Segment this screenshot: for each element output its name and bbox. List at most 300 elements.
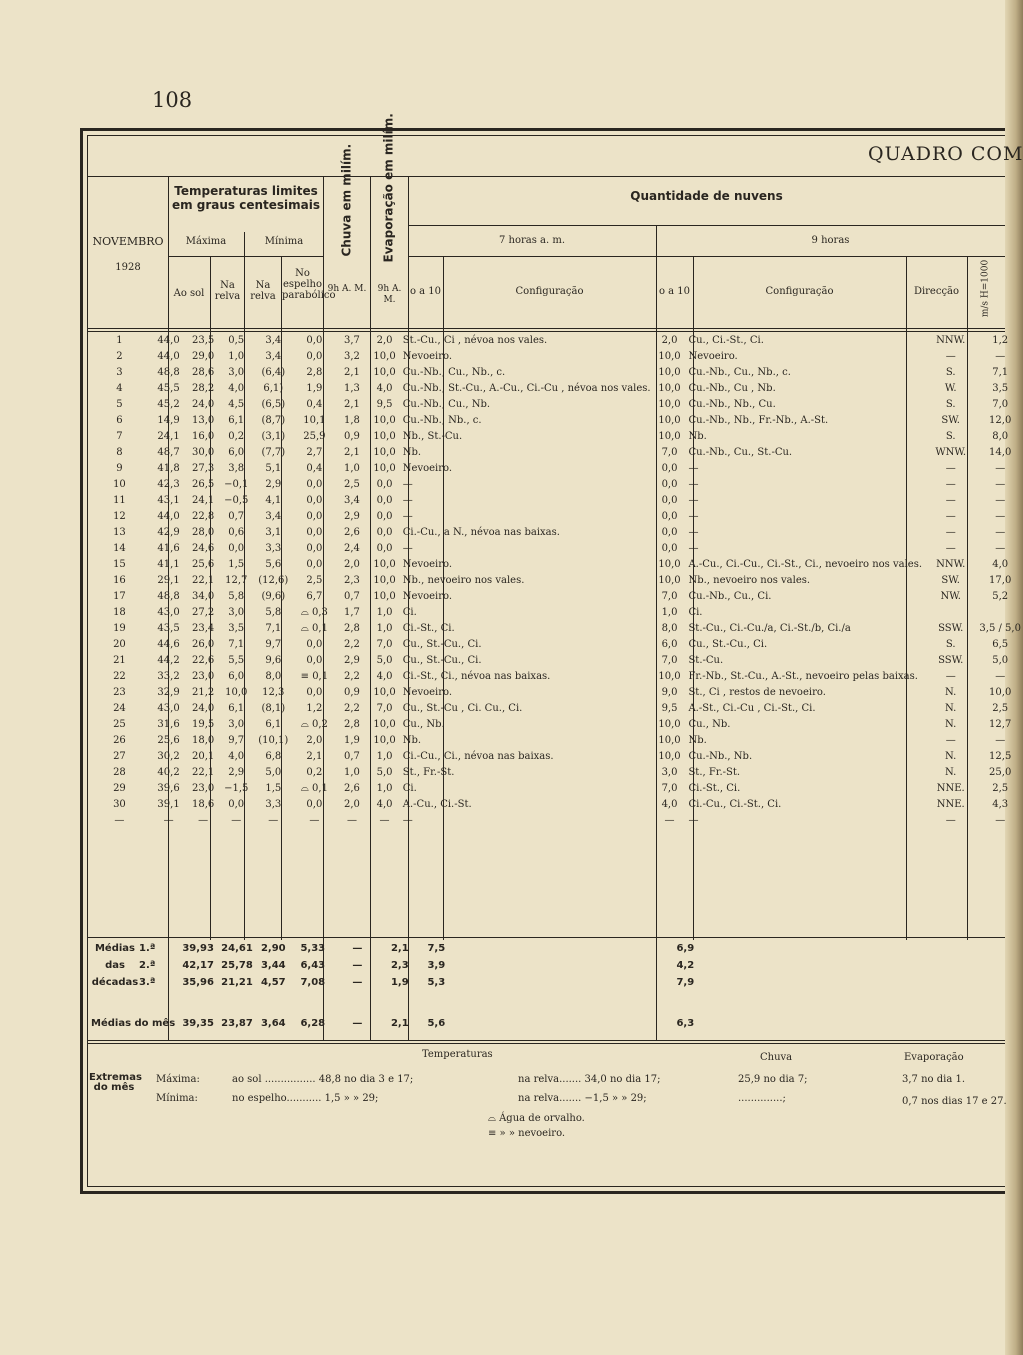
n7-summary-cell: 7,5 — [427, 943, 446, 954]
config-9h-cell: — — [688, 463, 699, 474]
direccao-cell: — — [945, 351, 956, 362]
config-7h-cell: Cu.-Nb., St.-Cu., A.-Cu., Ci.-Cu , névoa nos vales. — [402, 383, 651, 394]
evaporacao-cell: 0,7 — [344, 591, 360, 602]
table-row — [89, 589, 1023, 605]
config-9h-cell: — — [688, 815, 699, 826]
table-row — [89, 765, 1023, 781]
ao-sol-cell: 43,5 — [157, 623, 180, 634]
day-cell: 23 — [113, 687, 126, 698]
evaporacao-cell: 2,1 — [344, 447, 360, 458]
na-relva-max-cell: 22,6 — [192, 655, 215, 666]
nuvens-9h-cell: 9,0 — [661, 687, 678, 698]
nuvens-9h-cell: 8,0 — [661, 623, 678, 634]
direccao-cell: N. — [945, 703, 957, 714]
daily-data-table — [89, 333, 1023, 829]
ao-sol-cell: 48,8 — [157, 591, 180, 602]
nuvens-9h-cell: 10,0 — [658, 671, 681, 682]
evaporacao-cell: 2,1 — [344, 399, 360, 410]
nuvens-7h-cell: 9,5 — [376, 399, 393, 410]
day-cell: — — [114, 815, 125, 826]
na-relva-min-cell: 3,0 — [228, 367, 245, 378]
na-relva-max-cell: — — [198, 815, 209, 826]
na-relva-min-cell: 0,2 — [228, 431, 245, 442]
day-cell: 20 — [113, 639, 126, 650]
day-cell: 16 — [113, 575, 126, 586]
nuvens-9h-cell: 7,0 — [661, 783, 678, 794]
direccao-cell: S. — [945, 367, 956, 378]
legend-orvalho: ⌓ Água de orvalho. — [488, 1113, 585, 1124]
na-relva-max-cell: 28,6 — [192, 367, 215, 378]
nuvens-7h-cell: 1,0 — [376, 751, 393, 762]
espelho-cell: 6,1) — [263, 383, 284, 394]
hour-7-header: 7 horas a. m. — [498, 235, 566, 246]
direccao-cell: — — [945, 815, 956, 826]
table-row — [89, 477, 1023, 493]
day-cell: 7 — [116, 431, 123, 442]
decade-number: 2.ª — [139, 960, 156, 971]
config-9h-cell: Cu., St.-Cu., Ci. — [688, 639, 768, 650]
n9-summary-cell: 6,9 — [676, 943, 695, 954]
velocidade-cell: — — [995, 671, 1006, 682]
evaporacao-cell: 1,7 — [344, 607, 360, 618]
config-7h-cell: Ci.-Cu., Ci., névoa nas baixas. — [402, 751, 554, 762]
direccao-cell: W. — [944, 383, 957, 394]
evaporacao-cell: 3,4 — [344, 495, 360, 506]
nuvens-7h-cell: 10,0 — [373, 687, 396, 698]
config-7h-cell: — — [402, 543, 413, 554]
nuvens-7h-cell: 1,0 — [376, 623, 393, 634]
chuva-cell: — — [309, 815, 320, 826]
nuvens-9h-cell: 10,0 — [658, 415, 681, 426]
nuvens-7h-cell: 5,0 — [376, 655, 393, 666]
mrelva-summary-cell: 4,57 — [260, 977, 286, 988]
footer-chuva: Chuva — [760, 1052, 793, 1063]
decade-label — [89, 957, 177, 974]
month-label: NOVEMBRO — [92, 235, 164, 248]
direccao-cell: SSW. — [938, 623, 964, 634]
table-row — [89, 333, 1023, 349]
config-7h-cell: Nevoeiro. — [402, 559, 453, 570]
na-relva-min-cell: 6,0 — [228, 447, 245, 458]
espelho-cell: (9,6) — [261, 591, 286, 602]
footer-evap-min: 0,7 nos dias 17 e 27. — [902, 1096, 1007, 1107]
velocidade-cell: 8,0 — [992, 431, 1009, 442]
nuvens-9h-cell: 7,0 — [661, 655, 678, 666]
config-7h-cell: St., Fr.-St. — [402, 767, 455, 778]
sol-summary-cell: 35,96 — [182, 977, 214, 988]
config-9h-cell: Fr.-Nb., St.-Cu., A.-St., nevoeiro pelas baixas. — [688, 671, 918, 682]
velocidade-cell: 1,2 — [992, 335, 1009, 346]
espelho-cell: 3,3 — [265, 799, 282, 810]
nuvens-7h-cell: 10,0 — [373, 447, 396, 458]
direccao-cell: NW. — [940, 591, 961, 602]
velocidade-cell: 3,5 — [992, 383, 1009, 394]
espelho-cell: 5,0 — [265, 767, 282, 778]
table-row — [89, 701, 1023, 717]
velocidade-cell: 7,1 — [992, 367, 1009, 378]
na-relva-max-cell: 18,6 — [192, 799, 215, 810]
nuvens-9h-cell: 10,0 — [658, 751, 681, 762]
velocidade-cell: — — [995, 463, 1006, 474]
chuva-cell: 0,0 — [306, 543, 323, 554]
nuvens-7h-cell: 1,0 — [376, 783, 393, 794]
direccao-cell — [924, 605, 977, 621]
config-7h-cell: Cu., St.-Cu., Ci. — [402, 655, 482, 666]
sol-summary-cell: 42,17 — [182, 960, 214, 971]
config-9h-cell: Ci.-Cu., Ci.-St., Ci. — [688, 799, 782, 810]
empty-cell — [454, 940, 667, 957]
chuva-cell: ≡ 0,1 — [300, 671, 329, 682]
direccao-cell: WNW. — [935, 447, 967, 458]
table-row — [89, 749, 1023, 765]
na-relva-max-cell: 28,2 — [192, 383, 215, 394]
direccao-cell: — — [945, 511, 956, 522]
espelho-cell: 8,0 — [265, 671, 282, 682]
espelho-cell: 3,4 — [265, 511, 282, 522]
table-row — [89, 605, 1023, 621]
config-9h-cell: A.-St., Ci.-Cu , Ci.-St., Ci. — [688, 703, 816, 714]
config-9h-cell: Cu., Nb. — [688, 719, 731, 730]
direccao-cell: NNE. — [936, 783, 965, 794]
direccao-cell: N. — [945, 687, 957, 698]
nuvens-9h-cell: 10,0 — [658, 383, 681, 394]
nuvens-7h-cell: 10,0 — [373, 367, 396, 378]
ao-sol-cell: 44,0 — [157, 511, 180, 522]
ao-sol-cell: 31,6 — [157, 719, 180, 730]
espelho-cell: (3,1) — [261, 431, 286, 442]
na-relva-max-cell: 22,1 — [192, 575, 215, 586]
nuvens-7h-cell: 0,0 — [376, 543, 393, 554]
velocidade-cell: 12,5 — [989, 751, 1012, 762]
empty-cell — [454, 957, 667, 974]
velocidade-cell: 14,0 — [989, 447, 1012, 458]
ao-sol-cell: 29,1 — [157, 575, 180, 586]
month-mean-label: Médias do mês — [91, 1018, 176, 1029]
config-7-header: Configuração — [515, 286, 584, 297]
velocidade-cell: 3,5 / 5,0 — [979, 623, 1021, 634]
nuvens-9h-cell: 10,0 — [658, 431, 681, 442]
nuvens-9h-cell: 10,0 — [658, 367, 681, 378]
config-7h-cell: Cu., St.-Cu., Ci. — [402, 639, 482, 650]
espelho-header: No espelho parabólico — [282, 268, 336, 301]
config-9h-cell: St., Ci , restos de nevoeiro. — [688, 687, 826, 698]
table-row — [89, 653, 1023, 669]
decade-word: das — [105, 960, 125, 971]
chuva-cell: 2,8 — [306, 367, 323, 378]
mrelva-month-cell: 3,64 — [260, 1018, 286, 1029]
nuvens-7h-cell: 0,0 — [376, 495, 393, 506]
chuva-cell: 10,1 — [303, 415, 326, 426]
month-mean-row — [89, 1015, 1014, 1032]
empty-cell — [917, 1015, 978, 1032]
empty-cell — [978, 957, 1014, 974]
ao-sol-header: Ao sol — [173, 288, 205, 299]
day-cell: 25 — [113, 719, 126, 730]
config-9h-cell: Cu.-Nb., Nb., Fr.-Nb., A.-St. — [688, 415, 829, 426]
config-7h-cell: Cu., St.-Cu , Ci. Cu., Ci. — [402, 703, 523, 714]
nuvens-7h-cell: 7,0 — [376, 703, 393, 714]
espelho-cell: (8,1) — [261, 703, 286, 714]
direccao-cell: — — [945, 671, 956, 682]
evaporacao-cell: 2,1 — [344, 367, 360, 378]
table-row — [89, 717, 1023, 733]
nuvens-9h-cell: 3,0 — [661, 767, 678, 778]
table-row — [89, 685, 1023, 701]
na-relva-max-cell: 16,0 — [192, 431, 215, 442]
footer-chuva-max: 25,9 no dia 7; — [738, 1074, 808, 1085]
config-7h-cell: Nevoeiro. — [402, 687, 453, 698]
espelho-cell: 4,1 — [265, 495, 282, 506]
ao-sol-cell: 32,9 — [157, 687, 180, 698]
velocidade-cell: 4,3 — [992, 799, 1009, 810]
config-7h-cell: Ci. — [402, 607, 417, 618]
nuvens-7h-cell: 10,0 — [373, 559, 396, 570]
nuvens-7h-cell: — — [379, 815, 390, 826]
chuva-cell: 0,0 — [306, 687, 323, 698]
direccao-cell: — — [945, 735, 956, 746]
velocidade-cell: 12,7 — [989, 719, 1012, 730]
esp-month-cell: 6,28 — [300, 1018, 326, 1029]
na-relva-max-cell: 26,0 — [192, 639, 215, 650]
ao-sol-cell: 44,2 — [157, 655, 180, 666]
footer-minima-label: Mínima: — [156, 1093, 198, 1104]
year-label: 1928 — [115, 262, 141, 273]
hour-9-header: 9 horas — [811, 235, 850, 246]
ao-sol-cell: 30,2 — [157, 751, 180, 762]
ao-sol-cell: 39,1 — [157, 799, 180, 810]
na-relva-max-cell: 24,1 — [192, 495, 215, 506]
table-row — [89, 797, 1023, 813]
na-relva-max-cell: 21,2 — [192, 687, 215, 698]
config-7h-cell: Cu.-Nb., Nb., c. — [402, 415, 482, 426]
espelho-cell: 3,4 — [265, 351, 282, 362]
empty-cell — [978, 974, 1014, 991]
config-9h-cell: Nb. — [688, 735, 707, 746]
spacer-cell — [89, 991, 1014, 1015]
config-9h-cell: — — [688, 495, 699, 506]
na-relva-max-cell: 24,0 — [192, 399, 215, 410]
velocidade-cell: — — [995, 511, 1006, 522]
chuva-cell: 0,0 — [306, 639, 323, 650]
ao-sol-cell: 14,9 — [157, 415, 180, 426]
direccao-cell: SW. — [941, 415, 960, 426]
table-title: QUADRO COM — [868, 143, 1023, 165]
empty-cell — [978, 940, 1014, 957]
na-relva-min-cell: 0,0 — [228, 799, 245, 810]
table-row — [89, 669, 1023, 685]
ao-sol-cell: 42,9 — [157, 527, 180, 538]
sol-summary-cell: 39,93 — [182, 943, 214, 954]
na-relva-max-cell: 27,3 — [192, 463, 215, 474]
scale-9-header: o a 10 — [658, 286, 691, 297]
espelho-cell: 2,9 — [265, 479, 282, 490]
nuvens-9h-cell: 4,0 — [661, 799, 678, 810]
velocidade-cell: — — [995, 543, 1006, 554]
na-relva-max-cell: 23,4 — [192, 623, 215, 634]
na-relva-min-cell: −0,1 — [224, 479, 249, 490]
evaporacao-cell: 2,2 — [344, 703, 360, 714]
na-relva-max-cell: 22,1 — [192, 767, 215, 778]
ao-sol-cell: 43,0 — [157, 607, 180, 618]
espelho-cell: 6,1 — [265, 719, 282, 730]
config-9h-cell: — — [688, 527, 699, 538]
ao-sol-cell: 43,0 — [157, 703, 180, 714]
espelho-cell: 6,8 — [265, 751, 282, 762]
nuvens-9h-cell: 6,0 — [661, 639, 678, 650]
na-relva-max-cell: 19,5 — [192, 719, 215, 730]
day-cell: 22 — [113, 671, 126, 682]
velocidade-cell — [977, 605, 1023, 621]
config-7h-cell: Nb., nevoeiro nos vales. — [402, 575, 525, 586]
config-7h-cell: Cu., Nb. — [402, 719, 445, 730]
espelho-cell: 5,8 — [265, 607, 282, 618]
table-row — [89, 445, 1023, 461]
na-relva-max-cell: 28,0 — [192, 527, 215, 538]
config-7h-cell: — — [402, 479, 413, 490]
chuva-cell: 1,2 — [306, 703, 323, 714]
evaporacao-cell: — — [346, 815, 357, 826]
espelho-cell: 9,7 — [265, 639, 282, 650]
ao-sol-cell: 44,0 — [157, 335, 180, 346]
nuvens-9h-cell: 0,0 — [661, 495, 678, 506]
na-relva-max-cell: 25,6 — [192, 559, 215, 570]
chuva-hour: 9h A. M. — [327, 284, 367, 294]
table-row — [89, 557, 1023, 573]
table-row — [89, 637, 1023, 653]
config-9h-cell: Cu.-Nb., Nb. — [688, 751, 753, 762]
chuva-cell: 2,5 — [306, 575, 323, 586]
evap-summary-cell: 2,3 — [390, 960, 409, 971]
sol-month-cell: 39,35 — [182, 1018, 214, 1029]
day-cell: 30 — [113, 799, 126, 810]
config-7h-cell: A.-Cu., Ci.-St. — [402, 799, 472, 810]
config-9h-cell: St.-Cu., Ci.-Cu./a, Ci.-St./b, Ci./a — [688, 623, 851, 634]
na-relva-max-cell: 23,5 — [192, 335, 215, 346]
velocidade-cell: — — [995, 815, 1006, 826]
nuvens-7h-cell: 5,0 — [376, 767, 393, 778]
chuva-cell: 2,0 — [306, 735, 323, 746]
decade-label — [89, 940, 177, 957]
day-cell: 2 — [116, 351, 123, 362]
velocidade-cell: — — [995, 351, 1006, 362]
na-relva-min-cell: 2,9 — [228, 767, 245, 778]
evaporacao-cell: 1,0 — [344, 767, 360, 778]
na-relva-min-cell: 12,7 — [225, 575, 248, 586]
ao-sol-cell: 25,6 — [157, 735, 180, 746]
espelho-cell: 5,1 — [265, 463, 282, 474]
na-relva-max-cell: 24,0 — [192, 703, 215, 714]
footer-max-relva: na relva....... 34,0 no dia 17; — [518, 1074, 661, 1085]
nuvens-9h-cell: 10,0 — [658, 575, 681, 586]
espelho-cell: (6,5) — [261, 399, 286, 410]
chuva-cell: 0,4 — [306, 463, 323, 474]
chuva-cell: 2,7 — [306, 447, 323, 458]
config-9h-cell: Nb. — [688, 431, 707, 442]
ao-sol-cell: 33,2 — [157, 671, 180, 682]
ao-sol-cell: 41,6 — [157, 543, 180, 554]
day-cell: 11 — [113, 495, 126, 506]
day-cell: 8 — [116, 447, 123, 458]
evaporacao-cell: 3,7 — [344, 335, 360, 346]
esp-summary-cell: 7,08 — [300, 977, 326, 988]
evaporacao-cell: 1,3 — [344, 383, 360, 394]
nuvens-7h-cell: 10,0 — [373, 431, 396, 442]
ao-sol-cell: 40,2 — [157, 767, 180, 778]
mrelva-summary-cell: 3,44 — [260, 960, 286, 971]
espelho-cell: (10,1) — [258, 735, 289, 746]
espelho-cell: (7,7) — [261, 447, 286, 458]
relva-summary-cell: 25,78 — [221, 960, 253, 971]
day-cell: 12 — [113, 511, 126, 522]
na-relva-max-header: Na relva — [214, 280, 241, 302]
day-cell: 15 — [113, 559, 126, 570]
table-row — [89, 381, 1023, 397]
table-row — [89, 813, 1023, 829]
footer-maxima-label: Máxima: — [156, 1074, 200, 1085]
evaporacao-cell: 2,9 — [344, 655, 360, 666]
chuva-cell: 0,0 — [306, 559, 323, 570]
chuva-cell: 0,0 — [306, 655, 323, 666]
velocidade-cell: 17,0 — [989, 575, 1012, 586]
espelho-cell: 5,6 — [265, 559, 282, 570]
config-7h-cell: — — [402, 511, 413, 522]
na-relva-max-cell: 20,1 — [192, 751, 215, 762]
ao-sol-cell: 48,7 — [157, 447, 180, 458]
day-cell: 18 — [113, 607, 126, 618]
chuva-summary-cell: — — [352, 943, 363, 954]
config-7h-cell: Nb., St.-Cu. — [402, 431, 463, 442]
na-relva-min-cell: 3,5 — [228, 623, 245, 634]
nuvens-7h-cell: 10,0 — [373, 591, 396, 602]
na-relva-min-cell: 3,0 — [228, 607, 245, 618]
config-7h-cell: Nevoeiro. — [402, 463, 453, 474]
evaporacao-cell: 2,2 — [344, 671, 360, 682]
chuva-cell: 2,1 — [306, 751, 323, 762]
day-cell: 26 — [113, 735, 126, 746]
config-7h-cell: Cu.-Nb., Cu., Nb., c. — [402, 367, 506, 378]
na-relva-min-header: Na relva — [250, 280, 276, 302]
config-7h-cell: Nb. — [402, 447, 422, 458]
evaporacao-cell: 2,3 — [344, 575, 360, 586]
nuvens-9h-cell: 0,0 — [661, 527, 678, 538]
relva-summary-cell: 24,61 — [221, 943, 253, 954]
chuva-cell: 1,9 — [306, 383, 323, 394]
maxima-header: Máxima — [185, 236, 227, 247]
espelho-cell: 7,1 — [265, 623, 282, 634]
n9-summary-cell: 4,2 — [676, 960, 695, 971]
chuva-cell: 0,2 — [306, 767, 323, 778]
direccao-cell: SW. — [941, 575, 960, 586]
decade-number: 3.ª — [139, 977, 156, 988]
config-7h-cell: Ci.-Cu., a N., névoa nas baixas. — [402, 527, 560, 538]
evaporacao-cell: 1,9 — [344, 735, 360, 746]
nuvens-9h-cell: 1,0 — [661, 607, 678, 618]
esp-summary-cell: 5,33 — [300, 943, 326, 954]
direccao-cell: NNW. — [936, 559, 966, 570]
empty-cell — [917, 940, 978, 957]
n9-month-cell: 6,3 — [676, 1018, 695, 1029]
na-relva-min-cell: 5,5 — [228, 655, 245, 666]
config-9h-cell: St., Fr.-St. — [688, 767, 741, 778]
nuvens-7h-cell: 1,0 — [376, 607, 393, 618]
config-7h-cell: — — [402, 815, 413, 826]
relva-month-cell: 23,87 — [221, 1018, 253, 1029]
day-cell: 4 — [116, 383, 123, 394]
ao-sol-cell: — — [163, 815, 174, 826]
velocidade-cell: 2,5 — [992, 703, 1009, 714]
nuvens-7h-cell: 10,0 — [373, 735, 396, 746]
na-relva-max-cell: 18,0 — [192, 735, 215, 746]
